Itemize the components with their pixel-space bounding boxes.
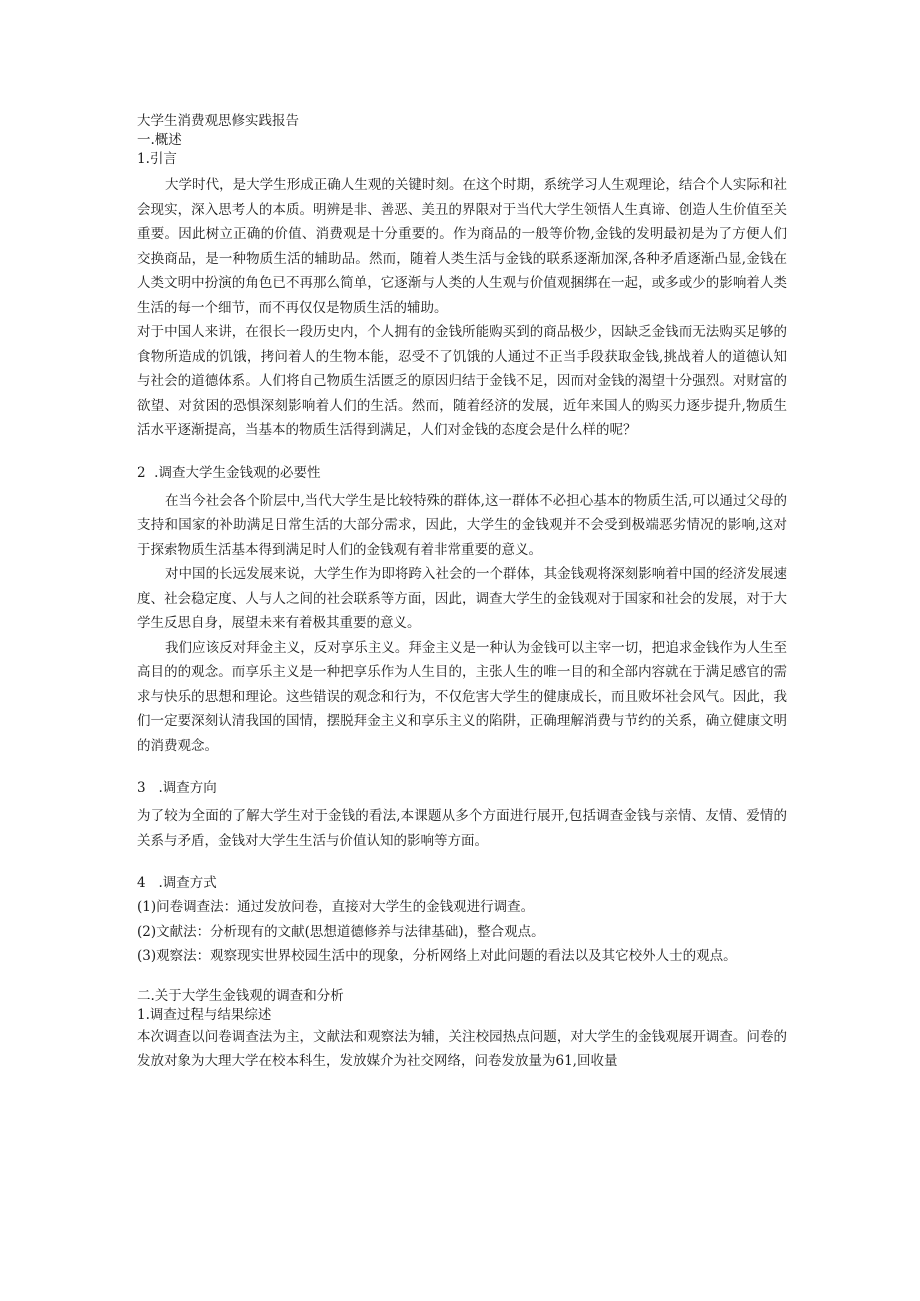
section1-paragraph-1: 大学时代，是大学生形成正确人生观的关键时刻。在这个时期，系统学习人生观理论，结合个人实际和社会现实，深入思考人的本质。明辨是非、善恶、美丑的界限对于当代大学生领悟人生真谛、创造人生价值至关重要。因此树立正确的价值、消费观是十分重要的。作为商品的一般等价物,金钱的发明最初是为了方便人们交换商品，是一种物质生活的辅助品。然而，随着人类生活与金钱的联系逐渐加深,各种矛盾逐渐凸显,金钱在人类文明中扮演的角色已不再那么简单，它逐渐与人类的人生观与价值观捆绑在一起，或多或少的影响着人类生活的每一个细节，而不再仅仅是物质生活的辅助。 bbox=[137, 177, 787, 316]
part2-heading: 二.关于大学生金钱观的调查和分析 bbox=[137, 987, 344, 1004]
part1-heading: 一.概述 bbox=[137, 132, 182, 148]
section3-heading: 3 .调查方向 bbox=[137, 780, 217, 796]
section1-paragraph-2: 对于中国人来讲，在很长一段历史内，个人拥有的金钱所能购买到的商品极少，因缺乏金钱而无法购买足够的食物所造成的饥饿，拷问着人的生物本能，忍受不了饥饿的人通过不正当手段获取金钱,挑战着人的道德认知与社会的道德体系。人们将自己物质生活匮乏的原因归结于金钱不足，因而对金钱的渴望十分强烈。对财富的欲望、对贫困的恐惧深刻影响着人们的生活。然而，随着经济的发展，近年来国人的购买力逐步提升,物质生活水平逐渐提高，当基本的物质生活得到满足，人们对金钱的态度会是什么样的呢？ bbox=[137, 324, 787, 438]
section3-paragraph-1: 为了较为全面的了解大学生对于金钱的看法,本课题从多个方面进行展开,包括调查金钱与亲情、友情、爱情的关系与矛盾，金钱对大学生生活与价值认知的影响等方面。 bbox=[137, 808, 787, 849]
document-title: 大学生消费观思修实践报告 bbox=[137, 113, 299, 129]
list-item: (2)文献法：分析现有的文献(思想道德修养与法律基础)，整合观点。 bbox=[137, 923, 545, 940]
list-item: (1)问卷调查法：通过发放问卷，直接对大学生的金钱观进行调查。 bbox=[137, 899, 535, 915]
section2-paragraph-3: 我们应该反对拜金主义，反对享乐主义。拜金主义是一种认为金钱可以主宰一切，把追求金钱作为人生至高目的的观念。而享乐主义是一种把享乐作为人生目的，主张人生的唯一目的和全部内容就在于满足感官的需求与快乐的思想和理论。这些错误的观念和行为，不仅危害大学生的健康成长，而且败坏社会风气。因此，我们一定要深刻认清我国的国情，摆脱拜金主义和享乐主义的陷阱，正确理解消费与节约的关系，确立健康文明的消费观念。 bbox=[137, 639, 787, 754]
section2-paragraph-1: 在当今社会各个阶层中,当代大学生是比较特殊的群体,这一群体不必担心基本的物质生活,可以通过父母的支持和国家的补助满足日常生活的大部分需求，因此，大学生的金钱观并不会受到极端恶劣情况的影响,这对于探索物质生活基本得到满足时人们的金钱观有着非常重要的意义。 bbox=[137, 492, 787, 558]
document-page bbox=[137, 112, 787, 1074]
part2-section1-paragraph-1: 本次调查以问卷调查法为主，文献法和观察法为辅，关注校园热点问题，对大学生的金钱观展开调查。问卷的发放对象为大理大学在校本科生，发放媒介为社交网络，问卷发放量为61,回收量 bbox=[137, 1028, 787, 1069]
list-item: (3)观察法：观察现实世界校园生活中的现象，分析网络上对此问题的看法以及其它校外人士的观点。 bbox=[137, 948, 737, 964]
section4-heading: 4 .调查方式 bbox=[137, 875, 217, 891]
section2-paragraph-2: 对中国的长远发展来说，大学生作为即将跨入社会的一个群体，其金钱观将深刻影响着中国的经济发展速度、社会稳定度、人与人之间的社会联系等方面，因此，调查大学生的金钱观对于国家和社会的发展，对于大学生反思自身，展望未来有着极其重要的意义。 bbox=[137, 566, 787, 631]
section1-heading: 1.引言 bbox=[137, 151, 177, 167]
part2-section1-heading: 1.调查过程与结果综述 bbox=[137, 1006, 272, 1023]
section2-heading: 2 .调查大学生金钱观的必要性 bbox=[137, 464, 321, 481]
